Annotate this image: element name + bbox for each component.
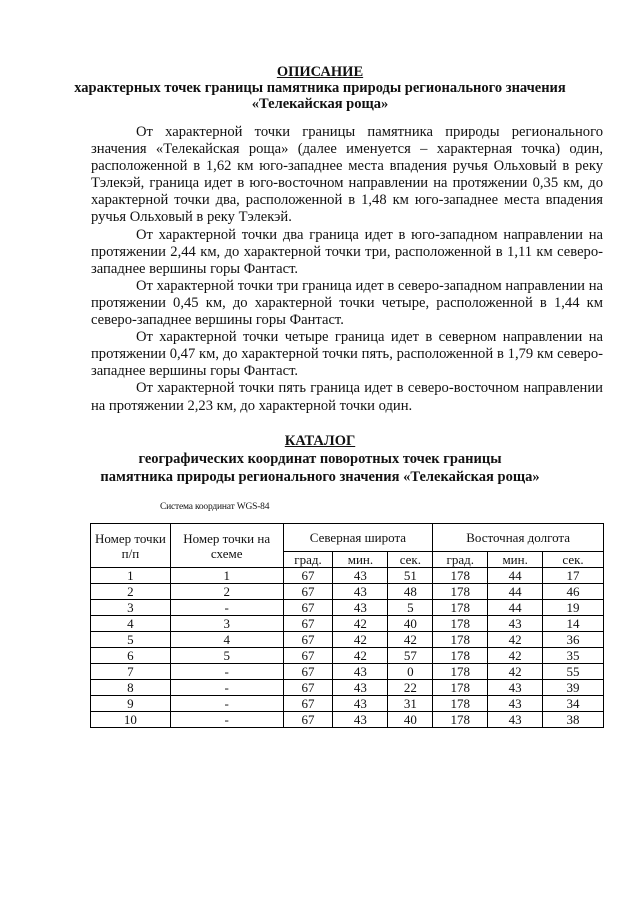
cell-lon-seconds: 36 [543,632,604,648]
cell-lon-degrees: 178 [433,632,488,648]
cell-lon-seconds: 55 [543,664,604,680]
cell-lat-seconds: 0 [388,664,433,680]
header-lat-degrees: град. [283,552,333,568]
cell-point-number: 10 [91,712,171,728]
header-lon-seconds: сек. [543,552,604,568]
cell-scheme-number: 3 [170,616,283,632]
cell-lat-seconds: 22 [388,680,433,696]
cell-lon-seconds: 38 [543,712,604,728]
cell-lat-seconds: 42 [388,632,433,648]
paragraph-5: От характерной точки пять граница идет в северо-восточном направлении на протяжении 2,23 км, до характерной точки один. [91,380,603,414]
catalog-title: КАТАЛОГ [284,433,356,449]
header-lon-minutes: мин. [488,552,543,568]
cell-lat-minutes: 43 [333,696,388,712]
cell-lat-degrees: 67 [283,696,333,712]
coordinates-table [90,523,604,728]
cell-point-number: 4 [91,616,171,632]
cell-lon-degrees: 178 [433,664,488,680]
cell-lat-minutes: 43 [333,664,388,680]
cell-lat-minutes: 42 [333,648,388,664]
cell-lon-minutes: 43 [488,680,543,696]
cell-scheme-number: 5 [170,648,283,664]
cell-point-number: 1 [91,568,171,584]
cell-lat-minutes: 43 [333,568,388,584]
cell-scheme-number: - [170,680,283,696]
cell-lat-degrees: 67 [283,568,333,584]
cell-lat-degrees: 67 [283,680,333,696]
cell-lon-degrees: 178 [433,568,488,584]
cell-scheme-number: 1 [170,568,283,584]
description-title: ОПИСАНИЕ [276,64,364,80]
table-row [91,696,604,712]
header-east-longitude: Восточная долгота [433,524,604,552]
paragraph-3: От характерной точки три граница идет в северо-западном направлении на протяжении 0,45 км, до характерной точки четыре, расположенной в 1,44 км северо-западнее вершины горы Фантаст. [91,277,603,329]
description-subtitle-line1: характерных точек границы памятника природы регионального значения [74,80,566,96]
cell-scheme-number: 4 [170,632,283,648]
cell-lat-seconds: 57 [388,648,433,664]
cell-point-number: 3 [91,600,171,616]
cell-lon-minutes: 42 [488,632,543,648]
cell-lat-degrees: 67 [283,648,333,664]
cell-lat-degrees: 67 [283,664,333,680]
cell-lat-seconds: 48 [388,584,433,600]
cell-scheme-number: - [170,664,283,680]
cell-point-number: 6 [91,648,171,664]
cell-lon-minutes: 44 [488,584,543,600]
cell-lat-degrees: 67 [283,616,333,632]
cell-lat-minutes: 43 [333,680,388,696]
header-lon-degrees: град. [433,552,488,568]
cell-lon-degrees: 178 [433,616,488,632]
cell-lon-seconds: 39 [543,680,604,696]
cell-lon-seconds: 35 [543,648,604,664]
cell-lon-minutes: 42 [488,664,543,680]
cell-lat-degrees: 67 [283,600,333,616]
cell-lon-degrees: 178 [433,600,488,616]
description-body [91,124,603,415]
cell-lat-seconds: 31 [388,696,433,712]
paragraph-2: От характерной точки два граница идет в юго-западном направлении на протяжении 2,44 км, до характерной точки три, расположенной в 1,11 км северо-западнее вершины горы Фантаст. [91,226,603,277]
cell-lat-minutes: 43 [333,584,388,600]
cell-lon-degrees: 178 [433,680,488,696]
cell-lon-seconds: 19 [543,600,604,616]
catalog-subtitle-line2: памятника природы регионального значения «Телекайская роща» [100,469,540,485]
paragraph-1: От характерной точки границы памятника природы регионального значения «Телекайская роща» (далее именуется – характерная точка) один, расположенной в 1,62 км юго-западнее места впадения ручья Ольховый в реку Тэлекэй, граница идет в юго-восточном направлении на протяжении 0,35 км, до характерной точки два, расположенной в 1,48 км юго-западнее места впадения ручья Ольховый в реку Тэлекэй. [91,124,603,226]
cell-lon-minutes: 44 [488,568,543,584]
cell-lon-degrees: 178 [433,696,488,712]
cell-scheme-number: - [170,600,283,616]
cell-lat-degrees: 67 [283,712,333,728]
cell-lon-minutes: 43 [488,616,543,632]
coordinate-system-label: Система координат WGS-84 [160,502,270,512]
header-scheme-number: Номер точки на схеме [170,524,283,568]
cell-lat-minutes: 42 [333,632,388,648]
table-header-row [91,524,604,552]
table-row [91,584,604,600]
cell-lon-degrees: 178 [433,648,488,664]
table-row [91,600,604,616]
description-subtitle-line2: «Телекайская роща» [251,96,389,112]
cell-point-number: 2 [91,584,171,600]
cell-point-number: 8 [91,680,171,696]
cell-scheme-number: 2 [170,584,283,600]
cell-lat-seconds: 40 [388,616,433,632]
cell-lon-seconds: 17 [543,568,604,584]
cell-lon-minutes: 43 [488,712,543,728]
table-row [91,664,604,680]
header-lat-minutes: мин. [333,552,388,568]
cell-lat-seconds: 5 [388,600,433,616]
cell-lon-degrees: 178 [433,584,488,600]
table-row [91,632,604,648]
table-row [91,648,604,664]
header-point-number: Номер точки п/п [91,524,171,568]
header-north-latitude: Северная широта [283,524,433,552]
cell-lon-minutes: 44 [488,600,543,616]
table-row [91,680,604,696]
cell-lon-degrees: 178 [433,712,488,728]
cell-lon-seconds: 46 [543,584,604,600]
cell-lat-minutes: 42 [333,616,388,632]
cell-lon-minutes: 42 [488,648,543,664]
header-lat-seconds: сек. [388,552,433,568]
cell-scheme-number: - [170,696,283,712]
table-row [91,568,604,584]
cell-lat-seconds: 51 [388,568,433,584]
cell-lat-seconds: 40 [388,712,433,728]
table-row [91,712,604,728]
cell-point-number: 5 [91,632,171,648]
cell-point-number: 7 [91,664,171,680]
table-row [91,616,604,632]
cell-scheme-number: - [170,712,283,728]
cell-lon-seconds: 34 [543,696,604,712]
cell-lat-degrees: 67 [283,632,333,648]
cell-lon-minutes: 43 [488,696,543,712]
cell-lat-degrees: 67 [283,584,333,600]
paragraph-4: От характерной точки четыре граница идет в северном направлении на протяжении 0,47 км, до характерной точки пять, расположенной в 1,79 км северо-западнее вершины горы Фантаст. [91,329,603,380]
cell-lat-minutes: 43 [333,712,388,728]
cell-lat-minutes: 43 [333,600,388,616]
cell-lon-seconds: 14 [543,616,604,632]
cell-point-number: 9 [91,696,171,712]
catalog-subtitle-line1: географических координат поворотных точек границы [138,451,502,467]
